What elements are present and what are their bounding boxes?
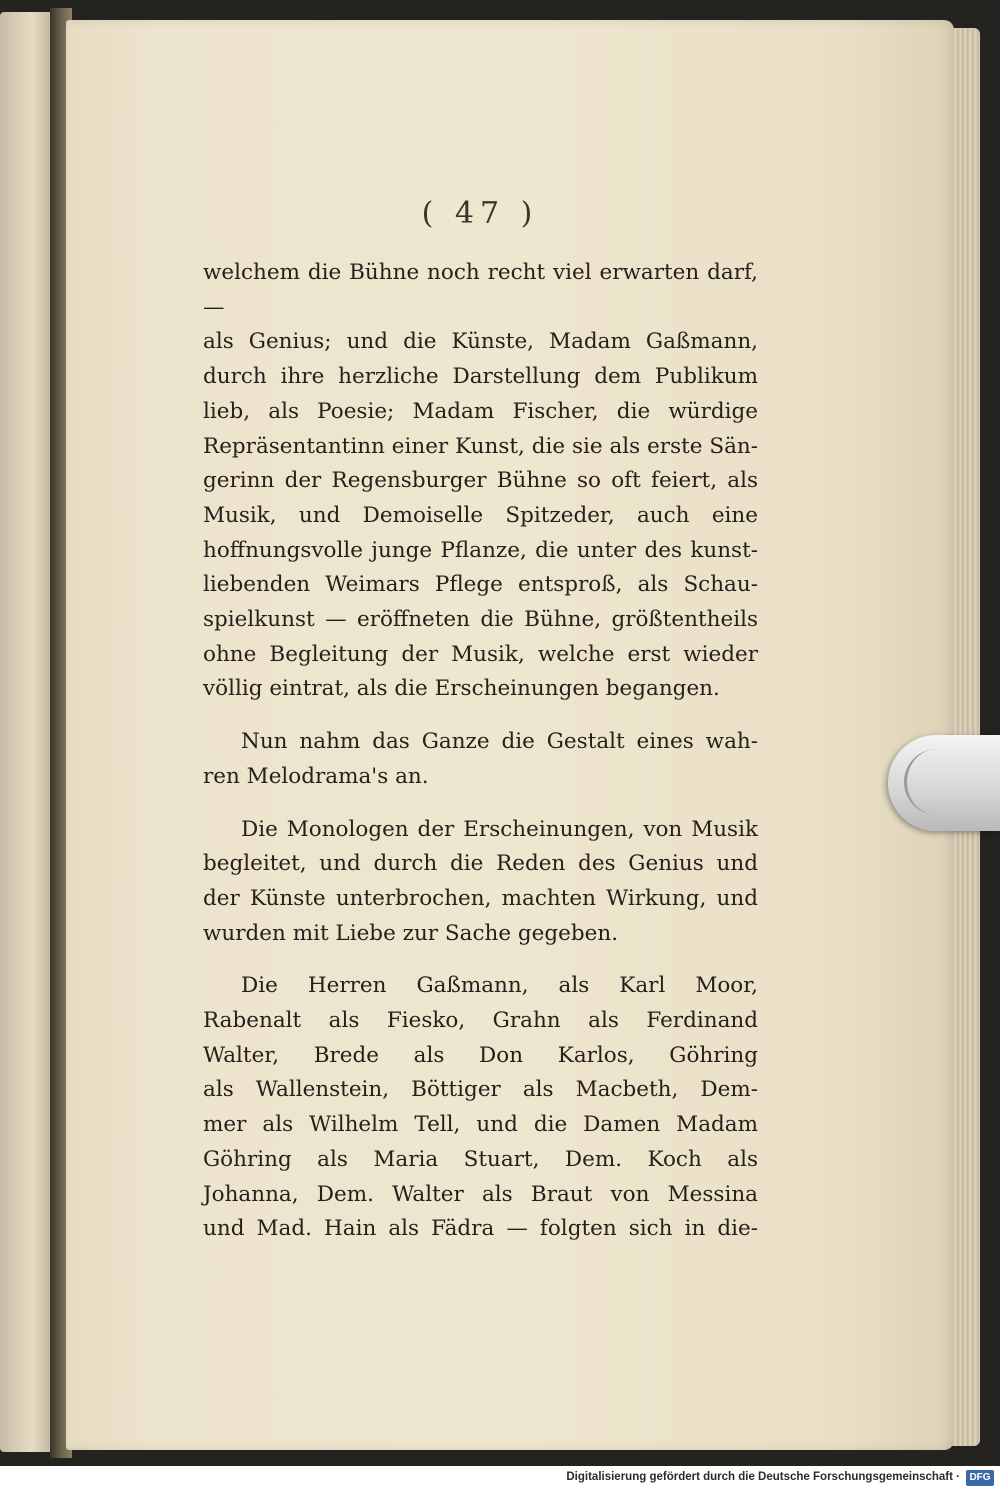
text-line: lieb, als Poesie; Madam Fischer, die würdige: [203, 398, 758, 424]
text-line: Rabenalt als Fiesko, Grahn als Ferdinand: [203, 1008, 758, 1034]
text-line: Johanna, Dem. Walter als Braut von Messina: [203, 1181, 758, 1207]
text-line: und Mad. Hain als Fädra — folgten sich in die-: [203, 1216, 758, 1242]
text-line: welchem die Bühne noch recht viel erwarten darf, —: [203, 260, 758, 320]
paragraph-gap: [203, 951, 758, 969]
text-line: liebenden Weimars Pflege entsproß, als Schau-: [203, 572, 758, 598]
page-text: [203, 256, 758, 1247]
text-line: als Wallenstein, Böttiger als Macbeth, Dem-: [203, 1077, 758, 1103]
text-line: wurden mit Liebe zur Sache gegeben.: [203, 920, 619, 946]
footer-bar: [0, 1466, 1000, 1492]
text-line: Walter, Brede als Don Karlos, Göhring: [203, 1042, 758, 1068]
text-line: begleitet, und durch die Reden des Genius und: [203, 851, 758, 877]
text-line: der Künste unterbrochen, machten Wirkung, und: [203, 885, 758, 911]
text-line: gerinn der Regensburger Bühne so oft feiert, als: [203, 468, 758, 494]
text-line: völlig eintrat, als die Erscheinungen begangen.: [203, 676, 720, 702]
text-line: als Genius; und die Künste, Madam Gaßmann,: [203, 329, 758, 355]
text-line: Repräsentantinn einer Kunst, die sie als erste Sän-: [203, 433, 758, 459]
text-line: ren Melodrama's an.: [203, 763, 429, 789]
text-line: hoffnungsvolle junge Pflanze, die unter des kunst-: [203, 537, 758, 563]
text-line: Göhring als Maria Stuart, Dem. Koch als: [203, 1146, 758, 1172]
text-line: durch ihre herzliche Darstellung dem Publikum: [203, 364, 758, 390]
paragraph-gap: [203, 795, 758, 813]
paragraph-gap: [203, 707, 758, 725]
text-line: Die Monologen der Erscheinungen, von Musik: [241, 816, 758, 842]
page-number: ( 47 ): [421, 196, 539, 231]
text-line: spielkunst — eröffneten die Bühne, größtentheils: [203, 607, 758, 633]
text-line: Musik, und Demoiselle Spitzeder, auch eine: [203, 502, 758, 528]
text-line: ohne Begleitung der Musik, welche erst wieder: [203, 641, 758, 667]
text-line: Die Herren Gaßmann, als Karl Moor,: [241, 973, 758, 999]
page-tab-marker: [888, 735, 1000, 831]
text-line: mer als Wilhelm Tell, und die Damen Madam: [203, 1112, 758, 1138]
funding-credit: Digitalisierung gefördert durch die Deutsche Forschungsgemeinschaft ·: [566, 1471, 960, 1483]
text-line: Nun nahm das Ganze die Gestalt eines wah-: [241, 729, 758, 755]
dfg-logo: DFG: [966, 1470, 994, 1486]
